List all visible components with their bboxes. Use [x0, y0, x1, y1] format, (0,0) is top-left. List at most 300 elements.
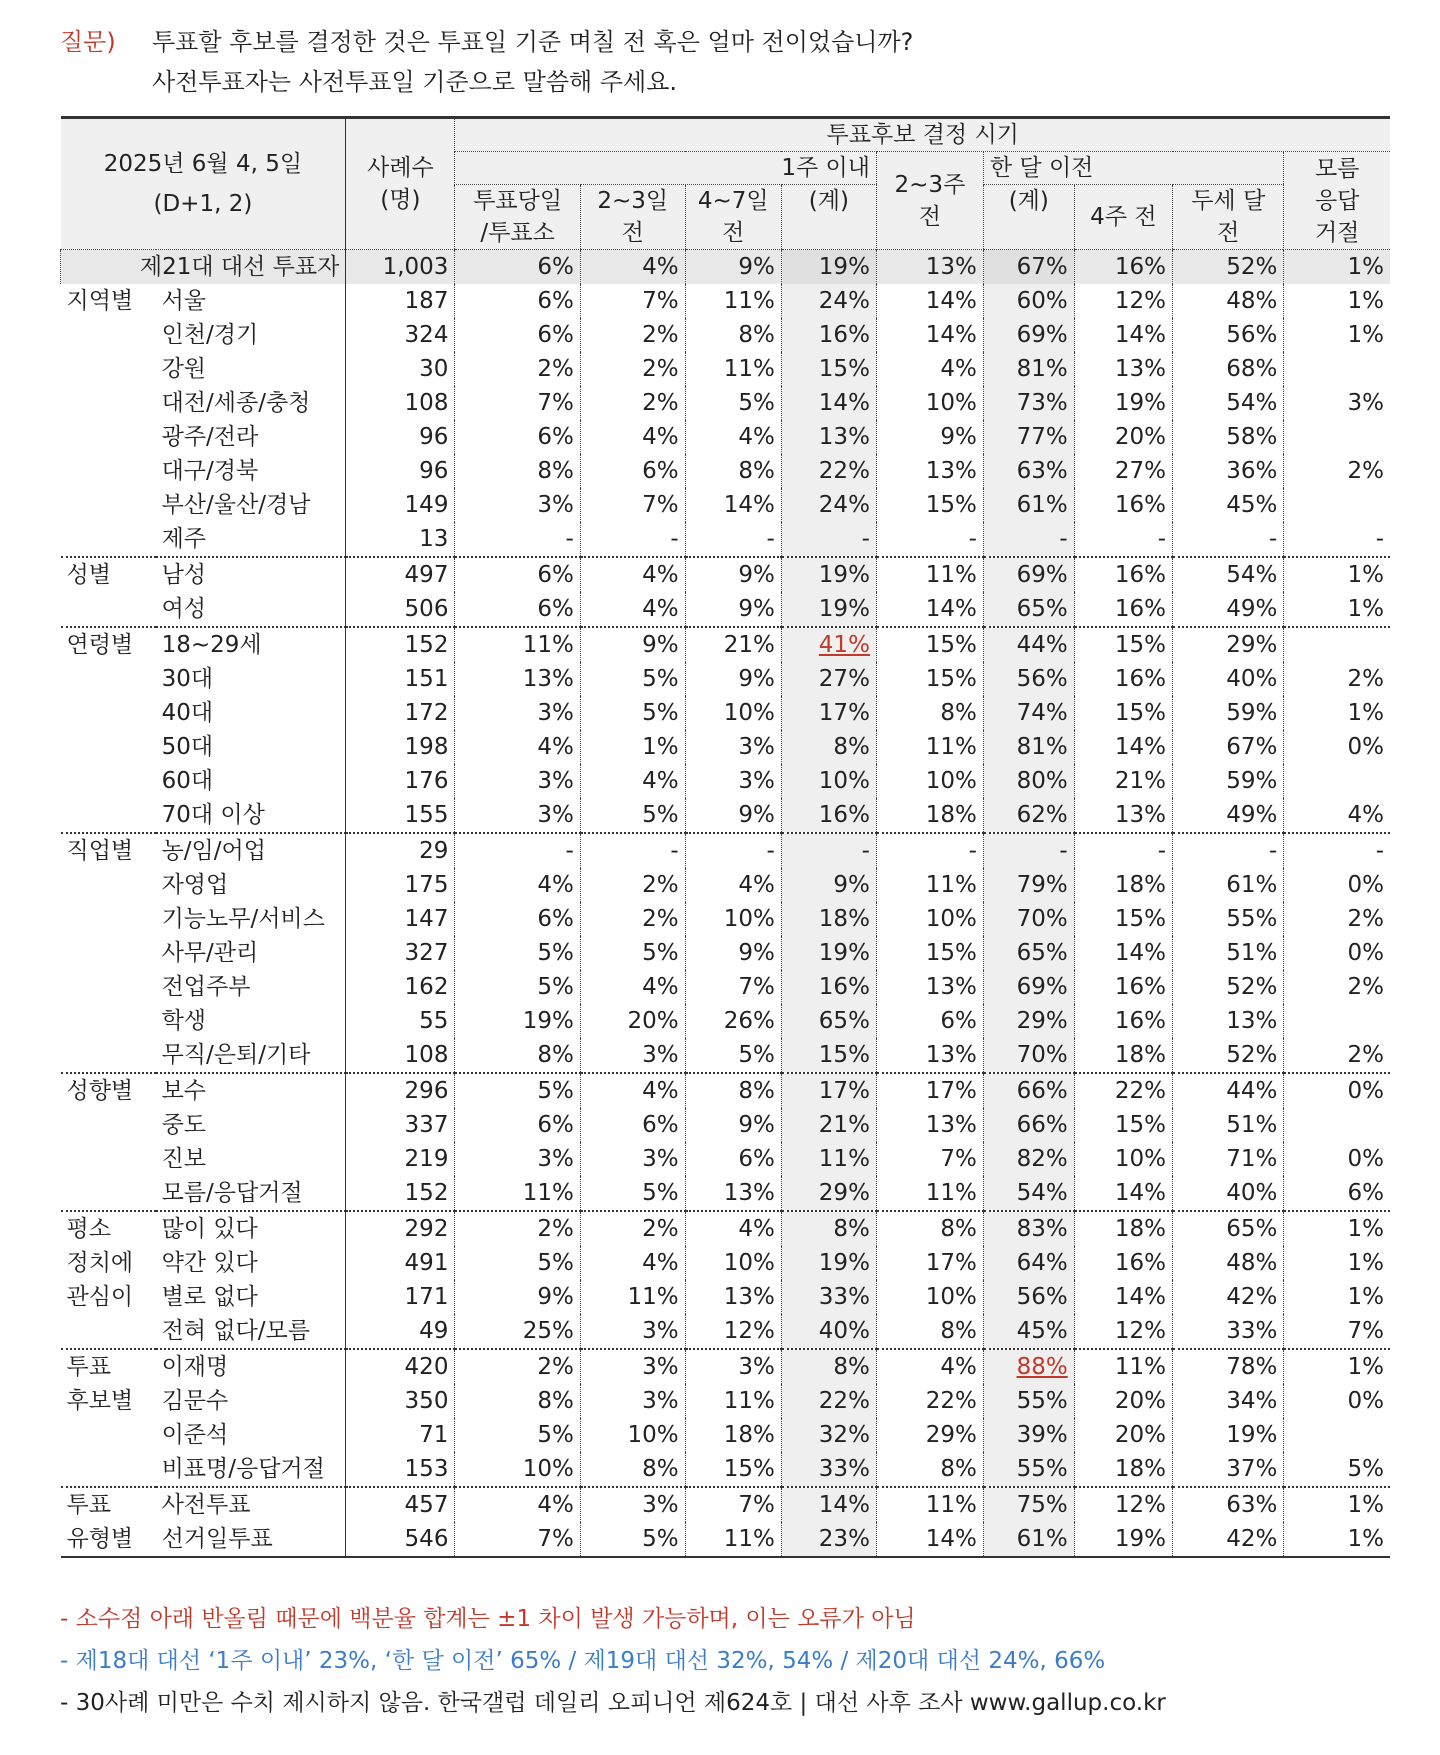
row-value: 3% — [455, 696, 580, 730]
row-label: 이준석 — [161, 1422, 229, 1448]
row-value: 8% — [685, 1073, 781, 1108]
row-sample-size: 457 — [346, 1487, 455, 1522]
row-sample-size: 71 — [346, 1418, 455, 1452]
row-value: 16% — [1074, 1246, 1172, 1280]
row-value: 5% — [580, 1176, 685, 1211]
row-value: 0% — [1284, 868, 1390, 902]
row-value: 27% — [781, 662, 876, 696]
row-label: 대구/경북 — [161, 458, 259, 484]
col-today-label-2: /투표소 — [480, 220, 555, 246]
row-group-label — [61, 970, 156, 1004]
row-value: 17% — [876, 1246, 983, 1280]
row-value: 3% — [455, 764, 580, 798]
row-value: 23% — [781, 1522, 876, 1557]
row-value: 9% — [685, 798, 781, 833]
row-value: 9% — [580, 627, 685, 662]
row-value: - — [781, 833, 876, 868]
table-row — [61, 1384, 1391, 1418]
row-value: 20% — [1074, 1384, 1172, 1418]
row-value: 13% — [1074, 352, 1172, 386]
sample-size-unit: (명) — [380, 187, 421, 213]
row-value: 81% — [983, 730, 1074, 764]
row-value: 19% — [1173, 1418, 1284, 1452]
row-value: 55% — [1173, 902, 1284, 936]
row-label: 제주 — [161, 526, 207, 552]
row-group-label — [61, 386, 156, 420]
row-label: 18~29세 — [156, 627, 346, 662]
row-value: 11% — [781, 1142, 876, 1176]
col-4-weeks-header: 4주 전 — [1074, 185, 1172, 250]
row-value: 71% — [1173, 1142, 1284, 1176]
row-value: 59% — [1173, 696, 1284, 730]
row-value: 80% — [983, 764, 1074, 798]
row-value: 60% — [983, 284, 1074, 318]
table-row — [61, 1142, 1391, 1176]
row-sample-size: 55 — [346, 1004, 455, 1038]
row-value: 6% — [455, 420, 580, 454]
row-value: 11% — [685, 352, 781, 386]
table-row — [61, 902, 1391, 936]
row-value: 65% — [983, 936, 1074, 970]
row-value: 1% — [1284, 318, 1390, 352]
row-value: 5% — [580, 936, 685, 970]
row-value: 1% — [1284, 1487, 1390, 1522]
question-label: 질문) — [60, 28, 116, 56]
row-value: 14% — [781, 1487, 876, 1522]
row-value: 2% — [580, 318, 685, 352]
row-value: 11% — [685, 284, 781, 318]
row-sample-size: 153 — [346, 1452, 455, 1487]
row-value: 1% — [1284, 1522, 1390, 1557]
row-value: 11% — [685, 1384, 781, 1418]
row-value: 17% — [781, 1073, 876, 1108]
row-group-label — [61, 1418, 156, 1452]
row-value: 14% — [685, 488, 781, 522]
row-value: 16% — [1074, 662, 1172, 696]
row-value: 56% — [983, 1280, 1074, 1314]
row-value: - — [580, 833, 685, 868]
row-value: 48% — [1173, 1246, 1284, 1280]
row-value: 16% — [1074, 1004, 1172, 1038]
row-value: - — [876, 522, 983, 557]
row-value: 18% — [1074, 1211, 1172, 1246]
row-value: 1% — [1284, 1211, 1390, 1246]
row-value: 14% — [1074, 730, 1172, 764]
month-before-header: 한 달 이전 — [983, 152, 1283, 185]
row-group-label: 후보별 — [66, 1388, 134, 1414]
within-week-header: 1주 이내 — [455, 152, 876, 185]
row-value: 83% — [983, 1211, 1074, 1246]
row-sample-size: 108 — [346, 1038, 455, 1073]
row-group-label — [61, 1004, 156, 1038]
row-group-label: 지역별 — [66, 288, 134, 314]
table-row — [61, 1246, 1391, 1280]
row-value: 3% — [455, 488, 580, 522]
row-value: 17% — [876, 1073, 983, 1108]
row-sample-size: 420 — [346, 1349, 455, 1384]
row-value: 4% — [685, 420, 781, 454]
table-row — [61, 833, 1391, 868]
row-label: 60대 — [161, 768, 214, 794]
row-value: 29% — [781, 1176, 876, 1211]
row-value: 70% — [983, 1038, 1074, 1073]
row-value: 5% — [685, 1038, 781, 1073]
row-value: 1% — [1284, 1246, 1390, 1280]
row-value: 11% — [685, 1522, 781, 1557]
row-value: 6% — [1284, 1176, 1390, 1211]
row-value: 66% — [983, 1073, 1074, 1108]
row-value: 3% — [685, 1349, 781, 1384]
row-group-label: 투표 — [61, 1487, 156, 1522]
row-value: 14% — [1074, 1176, 1172, 1211]
question-text-1: 투표할 후보를 결정한 것은 투표일 기준 며칠 전 혹은 얼마 전이었습니까? — [152, 28, 914, 56]
row-value: 44% — [983, 627, 1074, 662]
row-group-label — [61, 522, 156, 557]
total-n: 1,003 — [346, 250, 455, 285]
row-value: 6% — [580, 1108, 685, 1142]
row-value: 78% — [1173, 1349, 1284, 1384]
row-sample-size: 108 — [346, 386, 455, 420]
weeks-2-3-label: 2~3주 — [894, 171, 966, 198]
row-value: 4% — [876, 352, 983, 386]
dont-know-label-2: 응답 — [1314, 187, 1360, 214]
row-value: 69% — [983, 970, 1074, 1004]
row-value: 40% — [1173, 662, 1284, 696]
table-row — [61, 1073, 1391, 1108]
row-value: 13% — [781, 420, 876, 454]
total-value: 16% — [1074, 250, 1172, 285]
row-value: - — [685, 522, 781, 557]
row-value: 6% — [455, 1108, 580, 1142]
table-row — [61, 1349, 1391, 1384]
table-row — [61, 1004, 1391, 1038]
row-value: 5% — [455, 1418, 580, 1452]
row-value: 1% — [1284, 1280, 1390, 1314]
row-value: 6% — [455, 284, 580, 318]
row-value: 8% — [455, 1038, 580, 1073]
total-row — [61, 250, 1391, 285]
row-value: - — [685, 833, 781, 868]
row-value: 16% — [1074, 970, 1172, 1004]
survey-table — [60, 116, 1390, 1558]
row-value: 7% — [580, 284, 685, 318]
row-value: - — [1284, 522, 1390, 557]
row-value: 2% — [580, 386, 685, 420]
col-2-3-days-label: 2~3일 — [597, 188, 669, 214]
row-value: 52% — [1173, 970, 1284, 1004]
note-rounding: - 소수점 아래 반올림 때문에 백분율 합계는 ±1 차이 발생 가능하며, 이는 오류가 아님 — [60, 1606, 916, 1632]
row-value: 13% — [1173, 1004, 1284, 1038]
row-label: 광주/전라 — [161, 424, 259, 450]
row-value: 11% — [876, 868, 983, 902]
row-value: 10% — [1074, 1142, 1172, 1176]
row-value: - — [580, 522, 685, 557]
row-value: 3% — [455, 798, 580, 833]
row-value: 29% — [876, 1418, 983, 1452]
row-value: 56% — [1173, 318, 1284, 352]
col-4-7-days-label-2: 전 — [722, 220, 745, 246]
row-value: 14% — [876, 1522, 983, 1557]
survey-date-header — [61, 118, 346, 250]
row-sample-size: 152 — [346, 627, 455, 662]
row-value: 10% — [685, 1246, 781, 1280]
row-value: 19% — [1074, 1522, 1172, 1557]
row-value: 2% — [1284, 902, 1390, 936]
col-4-7-days-label: 4~7일 — [697, 188, 769, 214]
row-value: 11% — [876, 730, 983, 764]
row-value: 5% — [1284, 1452, 1390, 1487]
row-value: 4% — [1284, 798, 1390, 833]
row-label: 사전투표 — [156, 1487, 346, 1522]
row-value: 3% — [580, 1384, 685, 1418]
row-group-label — [61, 662, 156, 696]
row-label: 30대 — [161, 666, 214, 692]
row-value: 32% — [781, 1418, 876, 1452]
col-month-sum-header: (계) — [983, 185, 1074, 250]
row-value: 29% — [983, 1004, 1074, 1038]
col-today-label: 투표당일 — [473, 188, 563, 214]
row-label: 대전/세종/충청 — [161, 390, 311, 416]
row-sample-size: 292 — [346, 1211, 455, 1246]
row-value: 15% — [1074, 902, 1172, 936]
row-label: 강원 — [161, 356, 207, 382]
row-label: 자영업 — [161, 872, 229, 898]
row-value: 2% — [1284, 1038, 1390, 1073]
row-value: 3% — [580, 1314, 685, 1349]
row-group-label: 성별 — [61, 557, 156, 592]
row-value: 8% — [455, 454, 580, 488]
table-row — [61, 1314, 1391, 1349]
note-history: - 제18대 대선 ‘1주 이내’ 23%, ‘한 달 이전’ 65% / 제19대 대선 32%, 54% / 제20대 대선 24%, 66% — [60, 1648, 1106, 1674]
row-value: 65% — [1173, 1211, 1284, 1246]
survey-date: 2025년 6월 4, 5일 — [103, 151, 303, 177]
row-value: 22% — [781, 454, 876, 488]
question-block — [60, 22, 913, 102]
row-sample-size: 198 — [346, 730, 455, 764]
row-value: 4% — [580, 1073, 685, 1108]
row-group-label: 직업별 — [61, 833, 156, 868]
row-value: 61% — [1173, 868, 1284, 902]
row-value: 10% — [876, 386, 983, 420]
row-value: 13% — [876, 970, 983, 1004]
row-value: 2% — [455, 352, 580, 386]
row-value: 15% — [781, 1038, 876, 1073]
row-value: 2% — [1284, 662, 1390, 696]
row-label: 인천/경기 — [161, 322, 259, 348]
row-sample-size: 147 — [346, 902, 455, 936]
row-value: 1% — [1284, 592, 1390, 627]
row-value: 10% — [685, 696, 781, 730]
note-source: - 30사례 미만은 수치 제시하지 않음. 한국갤럽 데일리 오피니언 제624호 | 대선 사후 조사 www.gallup.co.kr — [60, 1690, 1166, 1716]
table-row — [61, 557, 1391, 592]
row-value: 19% — [781, 592, 876, 627]
table-row — [61, 764, 1391, 798]
row-value: 6% — [455, 902, 580, 936]
row-value: 54% — [1173, 557, 1284, 592]
row-value: 8% — [781, 730, 876, 764]
table-row — [61, 1108, 1391, 1142]
row-value: 10% — [876, 764, 983, 798]
row-value: 69% — [983, 557, 1074, 592]
row-value: 7% — [876, 1142, 983, 1176]
row-value: 19% — [781, 936, 876, 970]
row-label: 무직/은퇴/기타 — [161, 1042, 311, 1068]
row-value: 52% — [1173, 1038, 1284, 1073]
row-value: 42% — [1173, 1522, 1284, 1557]
row-value: - — [455, 522, 580, 557]
row-value: 13% — [1074, 798, 1172, 833]
row-value: 1% — [1284, 696, 1390, 730]
sample-size-header — [346, 118, 455, 250]
row-label: 40대 — [161, 700, 214, 726]
table-row — [61, 1211, 1391, 1246]
row-sample-size: 491 — [346, 1246, 455, 1280]
row-value: 2% — [455, 1349, 580, 1384]
row-value: 18% — [685, 1418, 781, 1452]
total-label: 제21대 대선 투표자 — [61, 250, 346, 285]
row-value: 59% — [1173, 764, 1284, 798]
row-value: 8% — [455, 1384, 580, 1418]
row-value: 16% — [1074, 557, 1172, 592]
row-value: 54% — [983, 1176, 1074, 1211]
row-value: 2% — [580, 352, 685, 386]
row-value: 3% — [455, 1142, 580, 1176]
table-header — [61, 118, 1391, 250]
row-group-label — [61, 1314, 156, 1349]
row-label: 보수 — [156, 1073, 346, 1108]
row-sample-size: 296 — [346, 1073, 455, 1108]
row-value: 4% — [580, 970, 685, 1004]
row-value: 7% — [455, 1522, 580, 1557]
table-row — [61, 352, 1391, 386]
row-value: 5% — [455, 1246, 580, 1280]
question-text-2: 사전투표자는 사전투표일 기준으로 말씀해 주세요. — [152, 68, 678, 96]
row-value: - — [983, 833, 1074, 868]
row-value: 9% — [685, 1108, 781, 1142]
row-value: 9% — [685, 936, 781, 970]
row-sample-size: 350 — [346, 1384, 455, 1418]
total-value: 52% — [1173, 250, 1284, 285]
row-value — [1284, 764, 1390, 798]
table-row — [61, 696, 1391, 730]
question-line-1 — [60, 22, 913, 62]
row-value: 14% — [876, 592, 983, 627]
row-value: 0% — [1284, 1142, 1390, 1176]
row-value: 40% — [1173, 1176, 1284, 1211]
row-value: 20% — [580, 1004, 685, 1038]
row-value: 21% — [685, 627, 781, 662]
row-value: 13% — [876, 1108, 983, 1142]
row-value: 16% — [781, 970, 876, 1004]
row-value: 19% — [781, 1246, 876, 1280]
row-label: 비표명/응답거절 — [161, 1456, 325, 1482]
table-row — [61, 420, 1391, 454]
table-row — [61, 522, 1391, 557]
row-value: 40% — [781, 1314, 876, 1349]
row-value — [983, 1349, 1074, 1384]
row-value: 8% — [685, 318, 781, 352]
table-row — [61, 1176, 1391, 1211]
row-value: 15% — [876, 936, 983, 970]
row-value: 4% — [580, 557, 685, 592]
row-sample-size: 29 — [346, 833, 455, 868]
row-value: 0% — [1284, 730, 1390, 764]
row-value — [1284, 488, 1390, 522]
row-value: - — [1173, 833, 1284, 868]
row-value: 26% — [685, 1004, 781, 1038]
row-value: 13% — [876, 1038, 983, 1073]
table-row — [61, 284, 1391, 318]
row-value: 10% — [781, 764, 876, 798]
table-row — [61, 868, 1391, 902]
table-row — [61, 488, 1391, 522]
row-value: 75% — [983, 1487, 1074, 1522]
row-value: 4% — [580, 764, 685, 798]
row-value: 15% — [876, 662, 983, 696]
row-value: 3% — [580, 1349, 685, 1384]
row-value: 5% — [580, 1522, 685, 1557]
table-row — [61, 454, 1391, 488]
row-value: 8% — [685, 454, 781, 488]
row-value: 18% — [876, 798, 983, 833]
row-value: 42% — [1173, 1280, 1284, 1314]
row-value: 55% — [983, 1452, 1074, 1487]
row-value: 10% — [685, 902, 781, 936]
row-value: 20% — [1074, 420, 1172, 454]
row-value: 5% — [580, 662, 685, 696]
row-value: 67% — [1173, 730, 1284, 764]
row-value: 10% — [455, 1452, 580, 1487]
row-value: 18% — [781, 902, 876, 936]
row-value: 6% — [580, 454, 685, 488]
row-value: 15% — [1074, 1108, 1172, 1142]
row-value: 24% — [781, 488, 876, 522]
row-value — [1284, 1418, 1390, 1452]
row-value: 48% — [1173, 284, 1284, 318]
row-value: 13% — [685, 1280, 781, 1314]
row-label: 진보 — [161, 1146, 207, 1172]
row-sample-size: 96 — [346, 454, 455, 488]
row-value: 11% — [455, 1176, 580, 1211]
row-value: 16% — [1074, 488, 1172, 522]
row-value: 16% — [781, 798, 876, 833]
row-value: 19% — [455, 1004, 580, 1038]
row-value: 6% — [455, 557, 580, 592]
row-label: 별로 없다 — [161, 1284, 258, 1310]
row-label: 학생 — [161, 1008, 207, 1034]
row-value: 82% — [983, 1142, 1074, 1176]
col-2-3-days-label-2: 전 — [621, 220, 644, 246]
row-value: 5% — [455, 1073, 580, 1108]
survey-days: (D+1, 2) — [153, 191, 253, 217]
row-value: 21% — [781, 1108, 876, 1142]
row-group-label — [61, 420, 156, 454]
row-label: 김문수 — [161, 1388, 229, 1414]
row-value: 19% — [1074, 386, 1172, 420]
row-value — [1284, 420, 1390, 454]
row-sample-size: 506 — [346, 592, 455, 627]
row-value: - — [876, 833, 983, 868]
row-group-label — [61, 318, 156, 352]
row-value: 12% — [1074, 284, 1172, 318]
row-value: 4% — [685, 868, 781, 902]
row-value: 15% — [781, 352, 876, 386]
row-group-label: 투표 — [61, 1349, 156, 1384]
row-sample-size: 162 — [346, 970, 455, 1004]
row-value — [1284, 1108, 1390, 1142]
row-value: 3% — [580, 1038, 685, 1073]
row-value: 61% — [983, 1522, 1074, 1557]
